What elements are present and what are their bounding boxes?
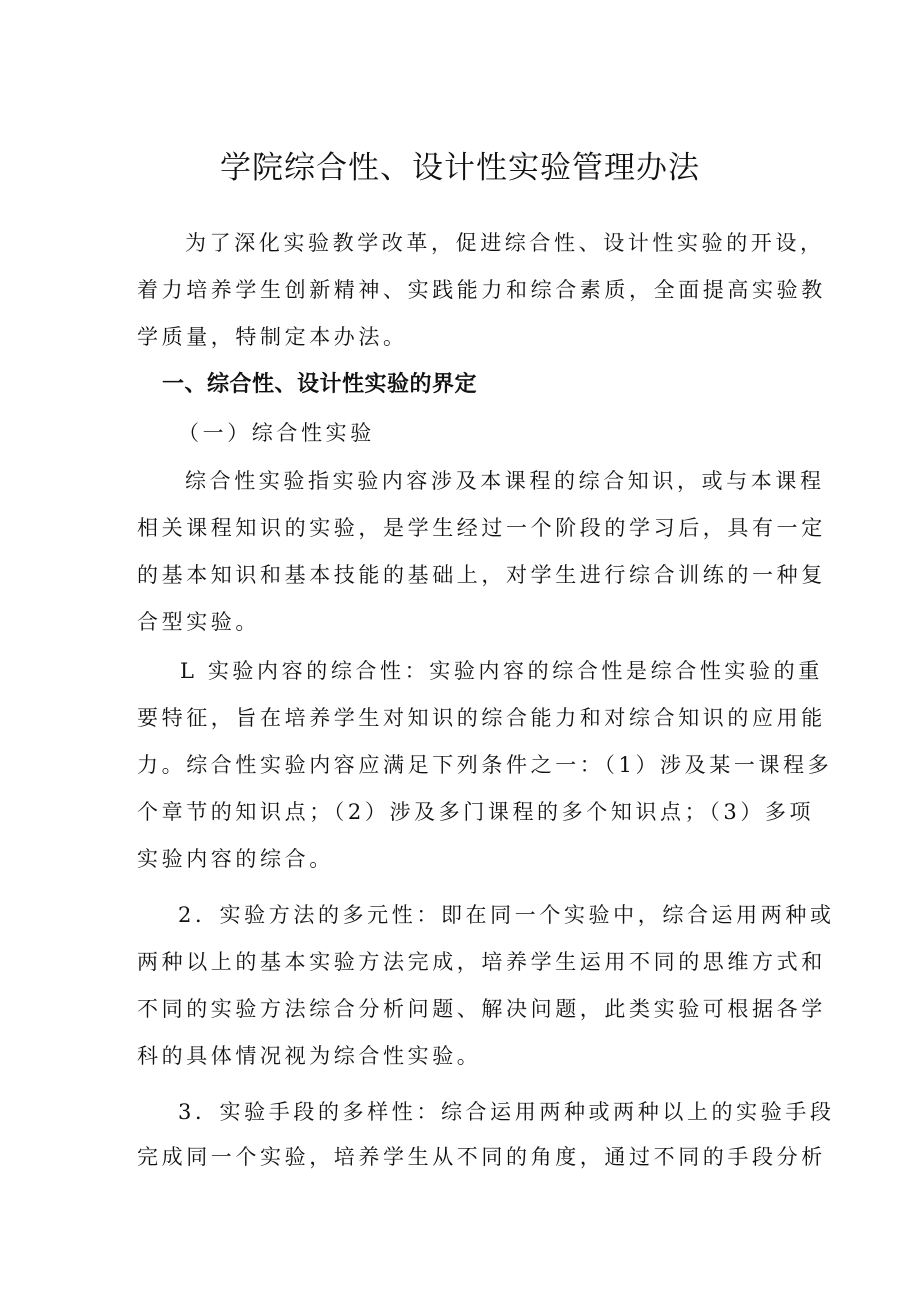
section-heading: 一、综合性、设计性实验的界定 [162,372,478,397]
item2-line: 两种以上的基本实验方法完成，培养学生运用不同的思维方式和 [137,950,826,974]
item2-line: 2．实验方法的多元性：即在同一个实验中，综合运用两种或 [178,903,835,927]
item1-line: 个章节的知识点；（2）涉及多门课程的多个知识点；（3）多项 [137,800,815,824]
definition-line: 合型实验。 [137,610,260,634]
item1-line: 实验内容的综合。 [137,847,334,871]
item2-line: 不同的实验方法综合分析问题、解决问题，此类实验可根据各学 [137,997,826,1021]
definition-line: 相关课程知识的实验，是学生经过一个阶段的学习后，具有一定 [137,516,826,540]
item1-line: L 实验内容的综合性：实验内容的综合性是综合性实验的重 [180,659,823,683]
item1-line: 力。综合性实验内容应满足下列条件之一：（1）涉及某一课程多 [137,753,833,777]
subsection-heading: （一）综合性实验 [178,421,375,445]
document-title: 学院综合性、设计性实验管理办法 [220,150,700,186]
item1-line: 要特征，旨在培养学生对知识的综合能力和对综合知识的应用能 [137,706,826,730]
item3-line: 完成同一个实验，培养学生从不同的角度，通过不同的手段分析 [137,1145,826,1169]
definition-line: 综合性实验指实验内容涉及本课程的综合知识，或与本课程 [185,469,825,493]
item2-line: 科的具体情况视为综合性实验。 [137,1044,482,1068]
intro-line: 为了深化实验教学改革，促进综合性、设计性实验的开设， [185,231,825,255]
intro-line: 学质量，特制定本办法。 [137,325,408,349]
intro-line: 着力培养学生创新精神、实践能力和综合素质，全面提高实验教 [137,278,826,302]
item3-line: 3．实验手段的多样性：综合运用两种或两种以上的实验手段 [178,1100,835,1124]
definition-line: 的基本知识和基本技能的基础上，对学生进行综合训练的一种复 [137,563,826,587]
